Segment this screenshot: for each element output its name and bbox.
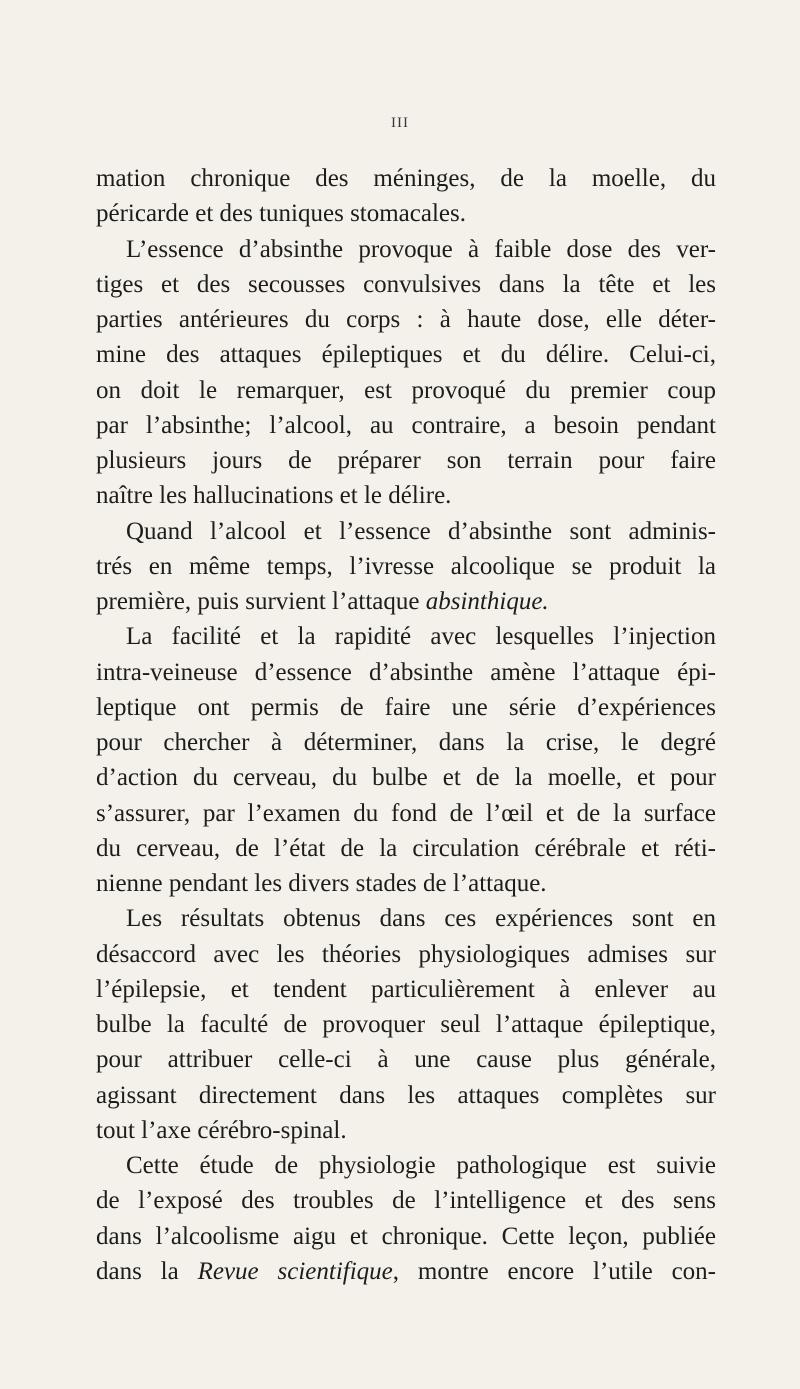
body-text (96, 161, 716, 1289)
text-run: , montre encore l’utile con- (392, 1257, 716, 1285)
text-line: La facilité et la rapidité avec lesquelles l’injection (126, 623, 716, 651)
text-line: naître les hallucinations et le délire. (96, 482, 452, 510)
text-line: s’assurer, par l’examen du fond de l’œil et de la surface (96, 799, 716, 827)
text-line: tiges et des secousses convulsives dans la tête et les (96, 270, 716, 298)
text-line: trés en même temps, l’ivresse alcoolique se produit la (96, 552, 716, 580)
italic-term: absinthique. (425, 588, 549, 615)
text-line: pour chercher à déterminer, dans la crise, le degré (96, 729, 716, 756)
page-number: III (391, 115, 409, 131)
text-line: Quand l’alcool et l’essence d’absinthe sont adminis- (126, 517, 716, 545)
text-line: nienne pendant les divers stades de l’attaque. (96, 870, 547, 897)
text-line: Cette étude de physiologie pathologique est suivie (126, 1152, 716, 1179)
text-line: parties antérieures du corps : à haute dose, elle déter- (96, 306, 716, 333)
text-line: plusieurs jours de préparer son terrain pour faire (96, 447, 716, 474)
text-line: de l’exposé des troubles de l’intelligence et des sens (96, 1187, 716, 1215)
text-line: mine des attaques épileptiques et du délire. Celui-ci, (96, 341, 716, 369)
text-line (96, 584, 716, 619)
text-run: dans la (96, 1257, 198, 1285)
text-line: pour attribuer celle-ci à une cause plus générale, (96, 1046, 716, 1074)
text-line: par l’absinthe; l’alcool, au contraire, a besoin pendant (96, 411, 716, 439)
text-line: L’essence d’absinthe provoque à faible dose des ver- (126, 235, 716, 263)
text-line: Les résultats obtenus dans ces expériences sont en (126, 905, 716, 933)
text-line (96, 1254, 716, 1289)
text-run: première, puis survient l’attaque (96, 588, 426, 615)
text-line: péricarde et des tuniques stomacales. (96, 200, 466, 228)
text-line: intra-veineuse d’essence d’absinthe amène l’attaque épi- (96, 658, 716, 686)
text-line: leptique ont permis de faire une série d’expériences (96, 693, 716, 721)
text-line: on doit le remarquer, est provoqué du premier coup (96, 376, 716, 404)
text-line: agissant directement dans les attaques complètes sur (96, 1081, 716, 1109)
journal-title: Revue scientifique (197, 1257, 393, 1285)
text-line: bulbe la faculté de provoquer seul l’attaque épileptique, (96, 1011, 716, 1038)
text-line: l’épilepsie, et tendent particulièrement à enlever au (96, 975, 716, 1003)
text-line: d’action du cerveau, du bulbe et de la moelle, et pour (96, 764, 716, 792)
text-line: mation chronique des méninges, de la moelle, du (96, 165, 716, 192)
text-line: désaccord avec les théories physiologiques admises sur (96, 940, 716, 968)
text-line: tout l’axe cérébro-spinal. (96, 1116, 347, 1144)
text-line: dans l’alcoolisme aigu et chronique. Cette leçon, publiée (96, 1222, 716, 1250)
text-line: du cerveau, de l’état de la circulation cérébrale et réti- (96, 834, 716, 862)
